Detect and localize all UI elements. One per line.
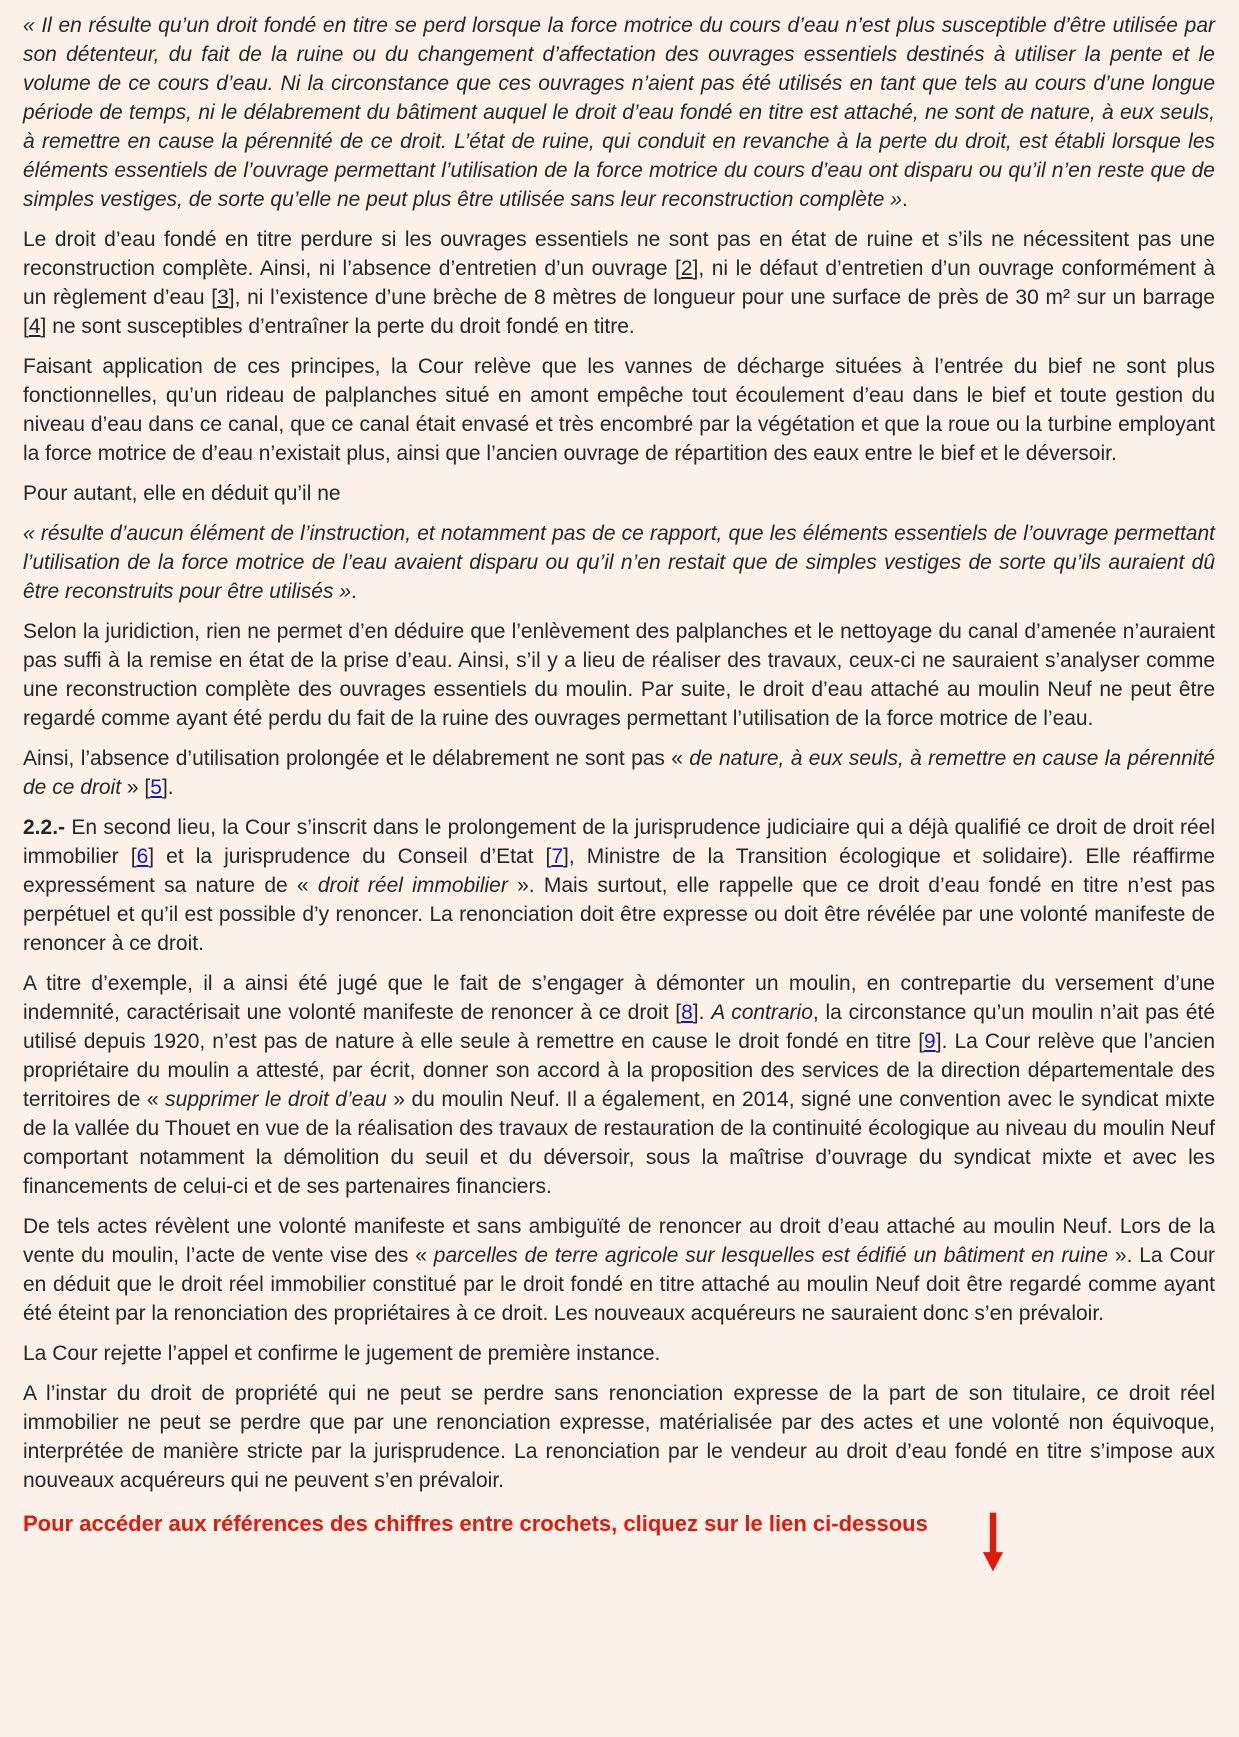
paragraph-10	[23, 1212, 1215, 1328]
paragraph-2	[23, 225, 1215, 341]
paragraph-3	[23, 352, 1215, 468]
paragraph-7	[23, 744, 1215, 802]
text-run: A l’instar du droit de propriété qui ne peut se perdre sans renonciation expresse de la part de son titulaire, ce droit réel immobilier ne peut se perdre que par une renonciation expresse, matérialisée par des actes et une volonté non équivoque, interprétée de manière stricte par la jurisprudence. La renonciation par le vendeur au droit d’eau fondé en titre s’impose aux nouveaux acquéreurs qui ne peuvent s’en prévaloir.	[23, 1382, 1215, 1492]
text-run: ], ni le défaut d’entretien d’un ouvrage conformément à un règlement d’eau [	[23, 257, 1215, 309]
footnote-link-8[interactable]: 8	[681, 1001, 693, 1024]
paragraph-11	[23, 1339, 1215, 1368]
text-run: La Cour rejette l’appel et confirme le jugement de première instance.	[23, 1342, 661, 1365]
text-run: parcelles de terre agricole sur lesquelles est édifié un bâtiment en ruine	[433, 1244, 1109, 1267]
text-run: ». Mais surtout, elle rappelle que ce droit d’eau fondé en titre n’est pas perpétuel et qu’il est possible d’y renoncer. La renonciation doit être expresse ou doit être révélée par une volonté manifeste de renoncer à ce droit.	[23, 874, 1215, 955]
text-run: supprimer le droit d’eau	[165, 1088, 387, 1111]
footnote-link-3[interactable]: 3	[217, 286, 229, 309]
footnote-link-5[interactable]: 5	[150, 776, 162, 799]
text-run: ]. La Cour relève que l’ancien propriétaire du moulin a attesté, par écrit, donner son accord à la proposition des services de la direction départementale des territoires de «	[23, 1030, 1215, 1111]
paragraph-8	[23, 813, 1215, 958]
paragraph-12	[23, 1379, 1215, 1495]
text-run: « résulte d’aucun élément de l’instruction, et notamment pas de ce rapport, que les éléments essentiels de l’ouvrage permettant l’utilisation de la force motrice de l’eau avaient disparu ou qu’il n’en restait que de simples vestiges de sorte qu’ils auraient dû être reconstruits pour être utilisés »	[23, 522, 1215, 603]
paragraph-9	[23, 969, 1215, 1201]
text-run: , la circonstance qu’un moulin n’ait pas été utilisé depuis 1920, n’est pas de nature à elle seule à remettre en cause le droit fondé en titre [	[23, 1001, 1215, 1053]
text-run: ].	[692, 1001, 712, 1024]
footnote-link-4[interactable]: 4	[28, 315, 41, 338]
text-run: .	[350, 580, 357, 603]
footnote-link-6[interactable]: 6	[136, 845, 149, 868]
text-run: Ainsi, l’absence d’utilisation prolongée et le délabrement ne sont pas «	[23, 747, 690, 770]
text-run: 2.2.-	[23, 816, 66, 839]
text-run: droit réel immobilier	[317, 874, 508, 897]
text-run: De tels actes révèlent une volonté manifeste et sans ambiguïté de renoncer au droit d’eau attaché au moulin Neuf. Lors de la vente du moulin, l’acte de vente vise des «	[23, 1215, 1215, 1267]
footer-note	[23, 1509, 1215, 1573]
paragraph-6	[23, 617, 1215, 733]
text-run: A titre d’exemple, il a ainsi été jugé que le fait de s’engager à démonter un moulin, en contrepartie du versement d’une indemnité, caractérisait une volonté manifeste de renoncer à ce droit [	[23, 972, 1215, 1024]
text-run: ], Ministre de la Transition écologique et solidaire). Elle réaffirme expressément sa nature de «	[23, 845, 1215, 897]
text-run: Selon la juridiction, rien ne permet d’en déduire que l’enlèvement des palplanches et le nettoyage du canal d’amenée n’auraient pas suffi à la remise en état de la prise d’eau. Ainsi, s’il y a lieu de réaliser des travaux, ceux-ci ne sauraient s’analyser comme une reconstruction complète des ouvrages essentiels du moulin. Par suite, le droit d’eau attaché au moulin Neuf ne peut être regardé comme ayant été perdu du fait de la ruine des ouvrages permettant l’utilisation de la force motrice de l’eau.	[23, 620, 1215, 730]
text-run: Le droit d’eau fondé en titre perdure si les ouvrages essentiels ne sont pas en état de ruine et s’ils ne nécessitent pas une reconstruction complète. Ainsi, ni l’absence d’entretien d’un ouvrage [	[23, 228, 1215, 280]
footer-note-text: Pour accéder aux références des chiffres entre crochets, cliquez sur le lien ci-dessous	[23, 1511, 928, 1536]
quote-paragraph-1	[23, 11, 1215, 214]
text-run: ], ni l’existence d’une brèche de 8 mètres de longueur pour une surface de près de 30 m² sur un barrage [	[23, 286, 1215, 338]
text-run: .	[901, 188, 908, 211]
footnote-link-9[interactable]: 9	[924, 1030, 936, 1053]
text-run: » du moulin Neuf. Il a également, en 2014, signé une convention avec le syndicat mixte de la vallée du Thouet en vue de la réalisation des travaux de restauration de la continuité écologique au niveau du moulin Neuf comportant notamment la démolition du seuil et du déversoir, sous la maîtrise d’ouvrage du syndicat mixte et avec les financements de celui-ci et de ses partenaires financiers.	[23, 1088, 1216, 1198]
text-run: Pour autant, elle en déduit qu’il ne	[23, 482, 341, 505]
footnote-link-2[interactable]: 2	[680, 257, 693, 280]
quote-paragraph-2	[23, 519, 1215, 606]
text-run: » [	[121, 776, 151, 799]
text-run: ] ne sont susceptibles d’entraîner la perte du droit fondé en titre.	[40, 315, 635, 338]
text-run: « Il en résulte qu’un droit fondé en titre se perd lorsque la force motrice du cours d’eau n’est plus susceptible d’être utilisée par son détenteur, du fait de la ruine ou du changement d’affectation des ouvrages essentiels destinés à utiliser la pente et le volume de ce cours d’eau. Ni la circonstance que ces ouvrages n’aient pas été utilisés en tant que tels au cours d’une longue période de temps, ni le délabrement du bâtiment auquel le droit d’eau fondé en titre est attaché, ne sont de nature, à eux seuls, à remettre en cause la pérennité de ce droit. L’état de ruine, qui conduit en revanche à la perte du droit, est établi lorsque les éléments essentiels de l’ouvrage permettant l’utilisation de la force motrice du cours d’eau ont disparu ou qu’il n’en reste que de simples vestiges, de sorte qu’elle ne peut plus être utilisée sans leur reconstruction complète »	[23, 14, 1215, 211]
document-body	[23, 11, 1215, 1495]
down-arrow-icon	[982, 1511, 1004, 1573]
footnote-link-7[interactable]: 7	[551, 845, 563, 868]
text-run: En second lieu, la Cour s’inscrit dans le prolongement de la jurisprudence judiciaire qui a déjà qualifié ce droit de droit réel immobilier [	[23, 816, 1215, 868]
text-run: ] et la jurisprudence du Conseil d’Etat [	[148, 845, 552, 868]
text-run: Faisant application de ces principes, la Cour relève que les vannes de décharge situées à l’entrée du bief ne sont plus fonctionnelles, qu’un rideau de palplanches situé en amont empêche tout écoulement d’eau dans le bief et toute gestion du niveau d’eau dans ce canal, que ce canal était envasé et très encombré par la végétation et que la roue ou la turbine employant la force motrice de d’eau n’existait plus, ainsi que l’ancien ouvrage de répartition des eaux entre le bief et le déversoir.	[23, 355, 1215, 465]
text-run: ].	[161, 776, 174, 799]
text-run: ». La Cour en déduit que le droit réel immobilier constitué par le droit fondé en titre attaché au moulin Neuf doit être regardé comme ayant été éteint par la renonciation des propriétaires à ce droit. Les nouveaux acquéreurs ne sauraient donc s’en prévaloir.	[23, 1244, 1215, 1325]
paragraph-4	[23, 479, 1215, 508]
text-run: de nature, à eux seuls, à remettre en cause la pérennité de ce droit	[23, 747, 1215, 799]
text-run: A contrario	[711, 1001, 813, 1024]
